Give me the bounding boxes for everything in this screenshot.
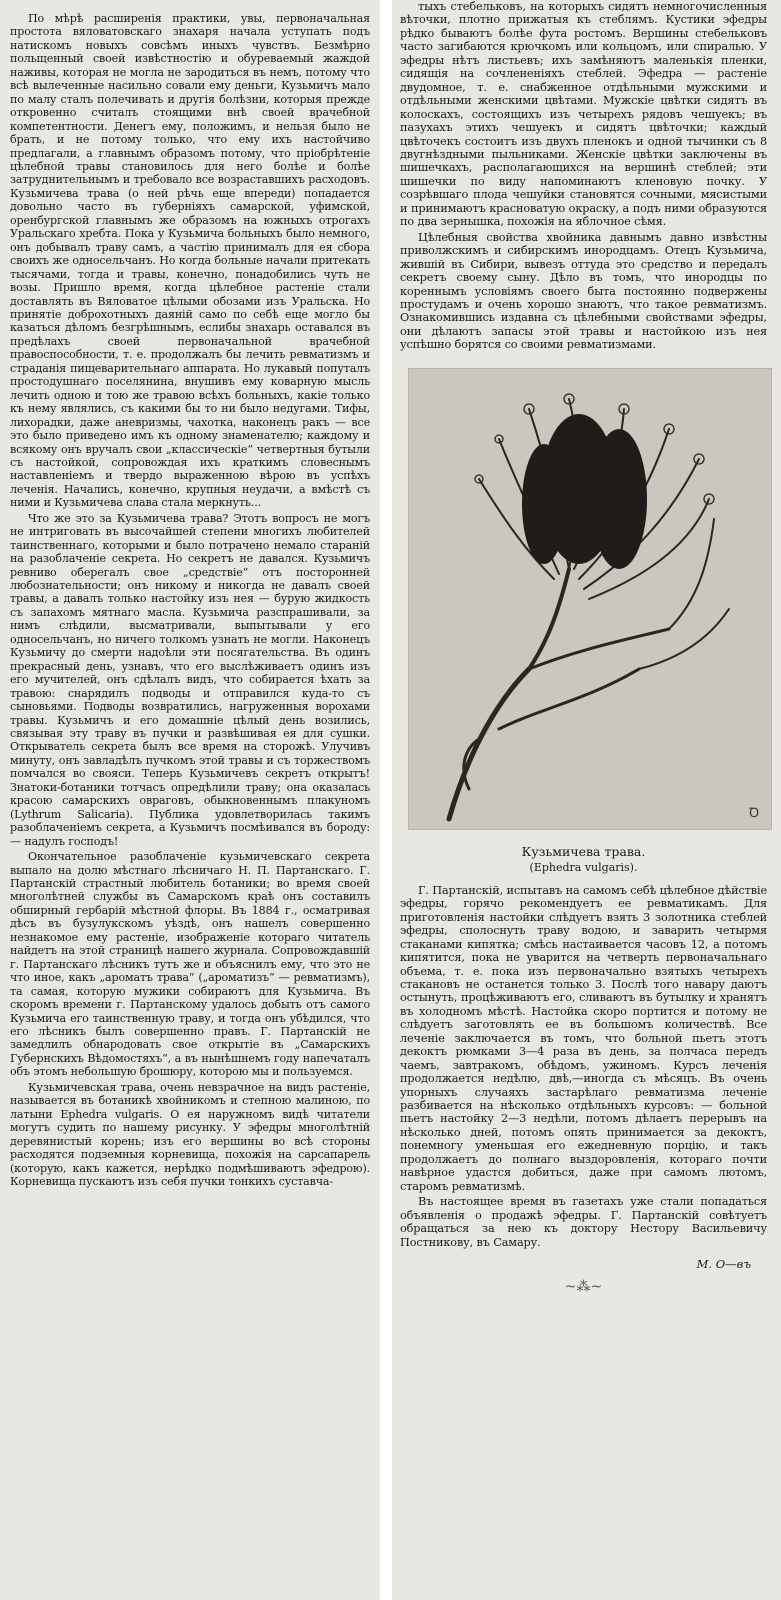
- engraver-mark: Ꝺ: [749, 805, 760, 821]
- right-paragraph-1: тыхъ стебельковъ, на которыхъ сидятъ немногочисленныя вѣточки, плотно прижатыя къ стеблямъ. Кустики эфедры рѣдко бываютъ болѣе фута ростомъ. Вершины стебельковъ часто загибаются крючкомъ или кольцомъ, или спиралью. У эфедры нѣтъ листьевъ; ихъ замѣняютъ маленькія пленки, сидящія на сочлененіяхъ стеблей. Эфедра — растеніе двудомное, т. е. снабженное отдѣльными мужскими и отдѣльными женскими цвѣтами. Мужскіе цвѣтки сидятъ въ колоскахъ, состоящихъ изъ четырехъ рядовъ чешуекъ; въ пазухахъ этихъ чешуекъ и сидятъ цвѣточки; каждый цвѣточекъ состоитъ изъ двухъ пленокъ и одной тычинки съ 8 двугнѣздными пыльниками. Женскіе цвѣтки заключены въ шишечкахъ, располагающихся на вершинѣ стеблей; эти шишечки по виду напоминаютъ кленовую почку. У созрѣвшаго плода чешуйки становятся сочными, мясистыми и принимаютъ красноватую окраску, а подъ ними образуются по два зернышка, похожія на яблочное сѣмя.: [400, 0, 767, 229]
- left-paragraph-3: Окончательное разоблаченіе кузьмичевскаго секрета выпало на долю мѣстнаго лѣсничаго Н. П. Партанскаго. Г. Партанскій страстный любитель ботаники; во время своей многолѣтней службы въ Самарскомъ краѣ онъ составилъ обширный гербарій мѣстной флоры. Въ 1884 г., осматривая дѣсъ въ бузулукскомъ уѣздѣ, онъ нашелъ совершенно незнакомое ему растеніе, изображеніе котораго читатель найдетъ на этой страницѣ нашего журнала. Сопровождавшій г. Партанскаго лѣсникъ тутъ же и объяснилъ ему, что это не что иное, какъ „ароматъ трава“ („ароматизъ“ — ревматизмъ), та самая, которую мужики собираютъ для Кузьмича. Въ скоромъ времени г. Партанскому удалось добыть отъ самого Кузьмича его таинственную траву, и тогда онъ убѣдился, что его лѣсникъ былъ совершенно правъ. Г. Партанскій не замедлилъ обнародовать свое открытіе въ „Самарскихъ Губернскихъ Вѣдомостяхъ“, а въ нынѣшнемъ году напечаталъ объ этомъ небольшую брошюру, которою мы и пользуемся.: [10, 850, 370, 1079]
- right-column: [392, 0, 781, 1600]
- left-paragraph-2: Что же это за Кузьмичева трава? Этотъ вопросъ не могъ не интриговать въ высочайшей степени многихъ любителей таинственнаго, которыми и было потрачено немало стараній на разоблаченіе секрета. Но секретъ не давался. Кузьмичъ ревниво оберегалъ свое „средствіе“ отъ посторонней любознательности; онъ никому и никогда не давалъ своей травы, а давалъ только настойку изъ нея — бурую жидкость съ запахомъ мятнаго масла. Кузьмича разспрашивали, за нимъ слѣдили, высматривали, выпытывали у его односельчанъ, но ничего толкомъ узнать не могли. Наконецъ Кузьмичу до смерти надоѣли эти посягательства. Въ одинъ прекрасный день, узнавъ, что его выслѣживаетъ одинъ изъ его мучителей, онъ сдѣлалъ видъ, что собирается ѣхать за травою: снарядилъ подводы и отправился куда-то съ сыновьями. Подводы возвратились, нагруженныя ворохами травы. Кузьмичъ и его домашніе цѣлый день возились, связывая эту траву въ пучки и развѣшивая ея для сушки. Открыватель секрета былъ все время на сторожѣ. Улучивъ минуту, онъ завладѣлъ пучкомъ этой травы и съ торжествомъ помчался во свояси. Теперь Кузьмичевъ секретъ открытъ! Знатоки-ботаники тотчасъ опредѣлили траву; она оказалась красою самарскихъ овраговъ, обыкновеннымъ плакуномъ (Lythrum Salicaria). Публика удовлетворилась такимъ разоблаченіемъ секрета, а Кузьмичъ посмѣивался въ бороду: — надулъ господъ!: [10, 511, 370, 848]
- figure-caption: Кузьмичева трава.: [521, 843, 646, 859]
- right-paragraph-4: Въ настоящее время въ газетахъ уже стали попадаться объявленія о продажѣ эфедры. Г. Партанскій совѣтуетъ обращаться за нею къ доктору Нестору Васильевичу Постникову, въ Самару.: [400, 1195, 767, 1249]
- end-ornament: ~⁂~: [564, 1279, 603, 1296]
- figure-caption-latin: (Ephedra vulgaris).: [529, 860, 638, 874]
- ephedra-illustration: [408, 368, 772, 830]
- ephedra-plant-drawing: [409, 369, 771, 829]
- right-paragraph-2: Цѣлебныя свойства хвойника давнымъ давно извѣстны приволжскимъ и сибирскимъ инородцамъ. Отецъ Кузьмича, жившій въ Сибири, вывезъ оттуда это средство и передалъ секретъ своему сыну. Дѣло въ томъ, что инородцы по кореннымъ условіямъ своего быта постоянно подвержены простудамъ и очень хорошо знаютъ, что такое ревматизмъ. Ознакомившись издавна съ цѣлебными свойствами эфедры, они дѣлаютъ запасы этой травы и настойкою изъ нея успѣшно борятся со своими ревматизмами.: [400, 230, 767, 352]
- right-paragraph-3: Г. Партанскій, испытавъ на самомъ себѣ цѣлебное дѣйствіе эфедры, горячо рекомендуетъ ее ревматикамъ. Для приготовленія настойки слѣдуетъ взять 3 золотника стеблей эфедры, сполоснуть траву водою, и заварить четырмя стаканами кипятка; смѣсь настаивается часовъ 12, а потомъ кипятится, пока не уварится на четверть первоначальнаго объема, т. е. пока изъ первоначально взятыхъ четырехъ стакановъ не останется только 3. Послѣ того навару даютъ остынуть, процѣживаютъ его, сливаютъ въ бутылку и хранятъ въ холодномъ мѣстѣ. Настойка скоро портится и потому не слѣдуетъ заготовлять ее въ большомъ количествѣ. Все леченіе заключается въ томъ, что больной пьетъ этотъ декоктъ рюмками 3—4 раза въ день, за полчаса передъ чаемъ, завтракомъ, обѣдомъ, ужиномъ. Курсъ леченія продолжается недѣлю, двѣ,—иногда съ мѣсяцъ. Въ очень упорныхъ случаяхъ застарѣлаго ревматизма леченіе разбивается на нѣсколько отдѣльныхъ курсовъ: — больной пьетъ настойку 2—3 недѣли, потомъ дѣлаетъ перерывъ на нѣсколько дней, потомъ опять принимается за декоктъ, понемногу уменьшая его ежедневную порцію, и такъ продолжаетъ до полнаго выздоровленія, котораго почти навѣрное удастся добиться, даже при самомъ лютомъ, старомъ ревматизмѣ.: [400, 883, 767, 1193]
- left-paragraph-4: Кузьмичевская трава, очень невзрачное на видъ растеніе, называется въ ботаникѣ хвойникомъ и степною малиною, по латыни Ephedra vulgaris. О ея наружномъ видѣ читатели могутъ судить по нашему рисунку. У эфедры многолѣтній деревянистый корень; изъ его вершины во всѣ стороны расходятся подземныя корневища, похожія на сарсапарель (которую, какъ кажется, нерѣдко подмѣшиваютъ эфедрою). Корневища пускаютъ изъ себя пучки тонкихъ суставча-: [10, 1080, 370, 1188]
- left-paragraph-1: По мѣрѣ расширенія практики, увы, первоначальная простота вяловатовскаго знахаря начала уступать подъ натискомъ новыхъ совсѣмъ иныхъ чувствъ. Безмѣрно польщенный своей извѣстностію и обуреваемый жаждой наживы, которая не могла не зародиться въ немъ, потому что всѣ вылеченные насильно совали ему деньги, Кузьмичъ мало по малу сталъ полечивать и другія болѣзни, которыя прежде откровенно считалъ стоящими внѣ своей врачебной компетентности. Денегъ ему, положимъ, и нельзя было не брать, и не потому только, что ему ихъ настойчиво предлагали, а главнымъ образомъ потому, что пріобрѣтеніе цѣлебной травы становилось для него болѣе и болѣе затруднительнымъ и требовало все возраставшихъ расходовъ. Кузьмичева трава (о ней рѣчь еще впереди) попадается довольно часто въ губерніяхъ самарской, уфимской, оренбургской главнымъ же образомъ на южныхъ отрогахъ Уральскаго хребта. Пока у Кузьмича больныхъ было немного, онъ добывалъ траву самъ, а частію принималъ для ея сбора своихъ же односельчанъ. Но когда больные начали притекать тысячами, тогда и травы, конечно, понадобились чуть не возы. Пришло время, когда цѣлебное растеніе стали доставлять въ Вяловатое цѣлыми обозами изъ Уральска. Но принятіе доброхотныхъ даяній само по себѣ еще могло бы казаться дѣломъ безгрѣшнымъ, еслибы знахарь оставался въ предѣлахъ своей первоначальной врачебной правоспособности, т. е. продолжалъ бы лечить ревматизмъ и страданія пищеварительнаго аппарата. Но лукавый попуталъ простодушнаго поселянина, внушивъ ему коварную мысль лечить одною и тою же травою всѣхъ больныхъ, какіе только къ нему являлись, съ какими бы то ни было недугами. Тифы, лихорадки, даже аневризмы, чахотка, наконецъ ракъ — все это было приведено имъ къ одному знаменателю; каждому и всякому онъ вручалъ свои „классическіе“ четвертныя бутыли съ настойкой, сопровождая ихъ краткимъ словеснымъ наставленіемъ и твердо выраженною вѣрою въ успѣхъ леченія. Начались, конечно, крупныя неудачи, а вмѣстѣ съ ними и Кузьмичева слава стала меркнуть...: [10, 12, 370, 510]
- left-column: [0, 0, 380, 1600]
- author-signature: М. О—въ: [696, 1257, 751, 1272]
